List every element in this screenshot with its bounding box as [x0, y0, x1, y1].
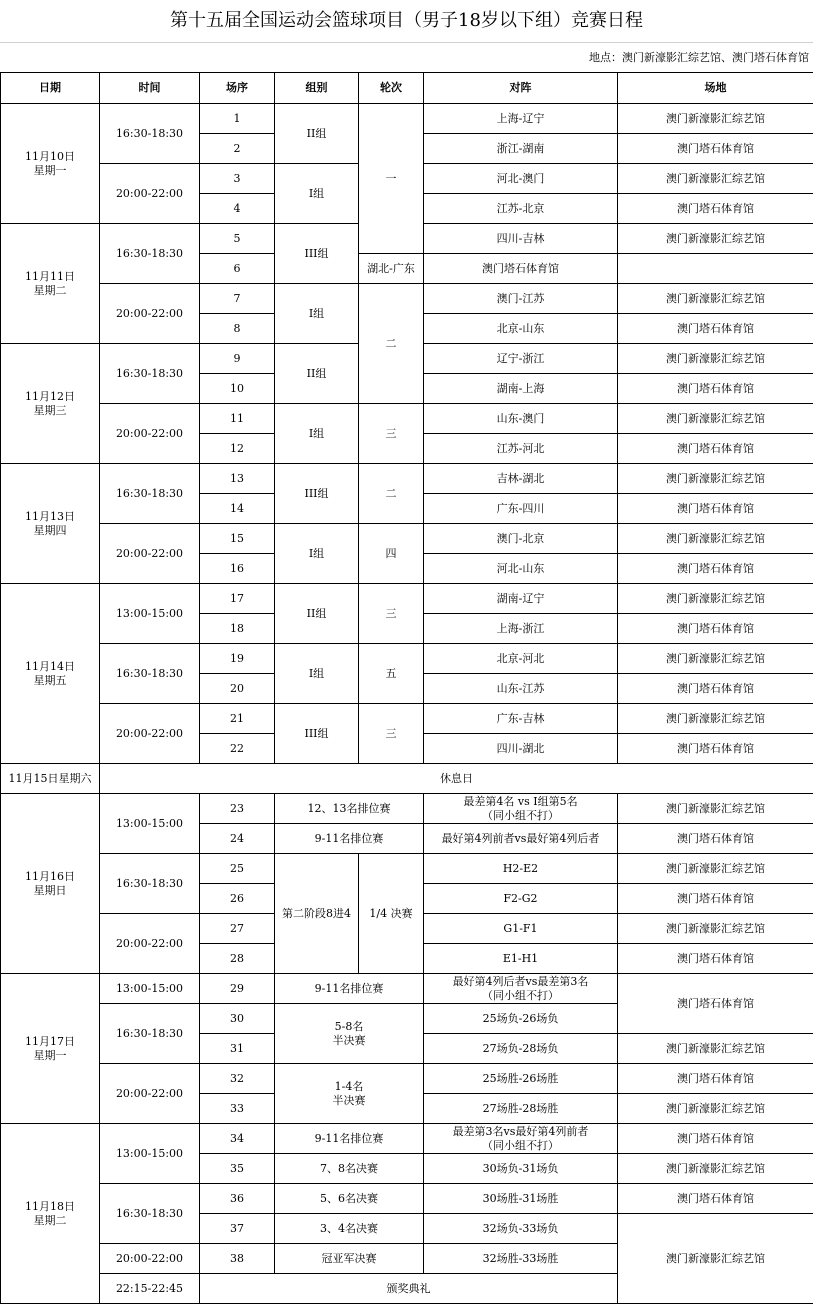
- rest-day-cell: 休息日: [100, 764, 813, 794]
- venue-cell: 澳门塔石体育馆: [618, 494, 813, 524]
- group-cell: [275, 1064, 424, 1124]
- match-line: 上海-辽宁: [496, 111, 545, 125]
- match-line: 北京-山东: [496, 321, 545, 335]
- venue-cell: 澳门新濠影汇综艺馆: [618, 164, 813, 194]
- weekday-text: 星期四: [33, 523, 67, 537]
- match-cell: [424, 314, 618, 344]
- match-line: E1-H1: [502, 951, 539, 965]
- match-cell: [424, 1214, 618, 1244]
- group-line: 1-4名: [334, 1079, 364, 1093]
- seq-cell: 21: [200, 704, 275, 734]
- match-cell: [424, 854, 618, 884]
- venue-cell: 澳门塔石体育馆: [618, 434, 813, 464]
- group-cell: I组: [275, 524, 359, 584]
- seq-cell: 7: [200, 284, 275, 314]
- match-cell: [424, 344, 618, 374]
- group-cell: [275, 1004, 424, 1064]
- seq-cell: 29: [200, 974, 275, 1004]
- group-cell: 9-11名排位赛: [275, 1124, 424, 1154]
- match-cell: [424, 704, 618, 734]
- seq-cell: 3: [200, 164, 275, 194]
- group-cell: 9-11名排位赛: [275, 974, 424, 1004]
- table-row: [1, 464, 813, 494]
- match-line: 27场负-28场负: [482, 1041, 559, 1055]
- time-cell: 16:30-18:30: [100, 1004, 200, 1064]
- match-line: 最好第4列后者vs最差第3名: [452, 974, 589, 988]
- seq-cell: 33: [200, 1094, 275, 1124]
- seq-cell: 34: [200, 1124, 275, 1154]
- table-row: [1, 1124, 813, 1154]
- match-cell: [424, 134, 618, 164]
- match-line: 河北-澳门: [496, 171, 545, 185]
- venue-cell: 澳门新濠影汇综艺馆: [618, 404, 813, 434]
- match-line: 湖南-上海: [496, 381, 545, 395]
- seq-cell: 6: [200, 254, 275, 284]
- match-cell: [424, 1004, 618, 1034]
- venue-cell: 澳门新濠影汇综艺馆: [618, 1094, 813, 1124]
- venue-cell: 澳门塔石体育馆: [618, 134, 813, 164]
- time-cell: 20:00-22:00: [100, 404, 200, 464]
- match-cell: [424, 164, 618, 194]
- venue-cell: 澳门塔石体育馆: [618, 1124, 813, 1154]
- table-row: [1, 644, 813, 674]
- match-note: （同小组不打）: [482, 1138, 559, 1152]
- round-cell: 三: [359, 704, 424, 764]
- match-note: （同小组不打）: [482, 988, 559, 1002]
- group-cell: 冠亚军决赛: [275, 1244, 424, 1274]
- group-cell: III组: [275, 224, 359, 284]
- time-cell: 20:00-22:00: [100, 164, 200, 224]
- seq-cell: 23: [200, 794, 275, 824]
- group-cell: 7、8名决赛: [275, 1154, 424, 1184]
- group-cell: I组: [275, 284, 359, 344]
- seq-cell: 2: [200, 134, 275, 164]
- table-row: [1, 704, 813, 734]
- group-cell: II组: [275, 344, 359, 404]
- match-cell: [424, 674, 618, 704]
- round-cell: 一: [359, 104, 424, 254]
- venue-cell: 澳门塔石体育馆: [618, 734, 813, 764]
- header-match: 对阵: [424, 73, 618, 104]
- seq-cell: 18: [200, 614, 275, 644]
- match-line: 澳门-江苏: [496, 291, 545, 305]
- match-line: 30场负-31场负: [482, 1161, 559, 1175]
- venue-cell: 澳门新濠影汇综艺馆: [618, 284, 813, 314]
- match-line: 30场胜-31场胜: [482, 1191, 559, 1205]
- seq-cell: 10: [200, 374, 275, 404]
- match-cell: [424, 1064, 618, 1094]
- seq-cell: 9: [200, 344, 275, 374]
- match-line: 广东-四川: [496, 501, 545, 515]
- seq-cell: 14: [200, 494, 275, 524]
- time-cell: 20:00-22:00: [100, 914, 200, 974]
- match-cell: [424, 734, 618, 764]
- match-cell: [424, 824, 618, 854]
- venue-cell: 澳门新濠影汇综艺馆: [618, 1034, 813, 1064]
- weekday-text: 星期一: [33, 163, 67, 177]
- venue-cell: 澳门塔石体育馆: [618, 1064, 813, 1094]
- seq-cell: 19: [200, 644, 275, 674]
- venue-cell: 澳门新濠影汇综艺馆: [618, 464, 813, 494]
- table-row: [1, 794, 813, 824]
- match-cell: [424, 794, 618, 824]
- table-row: [1, 1064, 813, 1094]
- group-cell: 5、6名决赛: [275, 1184, 424, 1214]
- seq-cell: 22: [200, 734, 275, 764]
- venue-cell: 澳门塔石体育馆: [618, 194, 813, 224]
- seq-cell: 30: [200, 1004, 275, 1034]
- group-cell: 3、4名决赛: [275, 1214, 424, 1244]
- header-time: 时间: [100, 73, 200, 104]
- match-cell: [424, 644, 618, 674]
- match-line: 25场负-26场负: [482, 1011, 559, 1025]
- match-cell: [424, 914, 618, 944]
- venue-cell: 澳门塔石体育馆: [618, 554, 813, 584]
- match-cell: [424, 944, 618, 974]
- round-cell: 五: [359, 644, 424, 704]
- seq-cell: 15: [200, 524, 275, 554]
- time-cell: 20:00-22:00: [100, 1244, 200, 1274]
- match-cell: [424, 464, 618, 494]
- date-cell: [1, 794, 100, 974]
- seq-cell: 37: [200, 1214, 275, 1244]
- venue-cell: 澳门新濠影汇综艺馆: [618, 1214, 813, 1304]
- match-line: 江苏-河北: [496, 441, 545, 455]
- date-text: 11月15日星期六: [8, 771, 92, 785]
- seq-cell: 38: [200, 1244, 275, 1274]
- match-cell: [424, 284, 618, 314]
- match-line: 27场胜-28场胜: [482, 1101, 559, 1115]
- venue-cell: 澳门塔石体育馆: [618, 884, 813, 914]
- schedule-table: [0, 72, 813, 1304]
- header-date: 日期: [1, 73, 100, 104]
- time-cell: 20:00-22:00: [100, 1064, 200, 1124]
- header-seq: 场序: [200, 73, 275, 104]
- match-line: 北京-河北: [496, 651, 545, 665]
- weekday-text: 星期二: [33, 1213, 67, 1227]
- match-line: F2-G2: [503, 891, 538, 905]
- venue-cell: 澳门新濠影汇综艺馆: [618, 344, 813, 374]
- venue-cell: 澳门塔石体育馆: [618, 944, 813, 974]
- date-cell: [1, 104, 100, 224]
- group-line: 半决赛: [332, 1033, 366, 1047]
- match-cell: [424, 1154, 618, 1184]
- venue-cell: 澳门塔石体育馆: [618, 824, 813, 854]
- match-cell: [424, 614, 618, 644]
- match-cell: [424, 194, 618, 224]
- match-cell: [424, 884, 618, 914]
- table-row: [1, 1184, 813, 1214]
- round-cell: 二: [359, 464, 424, 524]
- date-text: 11月17日: [25, 1034, 75, 1048]
- venue-cell: 澳门塔石体育馆: [424, 254, 618, 284]
- round-cell: 二: [359, 284, 424, 404]
- time-cell: 13:00-15:00: [100, 584, 200, 644]
- time-cell: 16:30-18:30: [100, 104, 200, 164]
- match-line: 吉林-湖北: [496, 471, 545, 485]
- venue-cell: 澳门塔石体育馆: [618, 314, 813, 344]
- time-cell: 16:30-18:30: [100, 644, 200, 704]
- time-cell: 16:30-18:30: [100, 224, 200, 284]
- match-line: 32场负-33场负: [482, 1221, 559, 1235]
- venue-cell: 澳门新濠影汇综艺馆: [618, 794, 813, 824]
- seq-cell: 36: [200, 1184, 275, 1214]
- match-line: 湖北-广东: [367, 261, 415, 275]
- group-cell: I组: [275, 164, 359, 224]
- ceremony-cell: 颁奖典礼: [200, 1274, 618, 1304]
- time-cell: 13:00-15:00: [100, 974, 200, 1004]
- match-line: 四川-湖北: [496, 741, 545, 755]
- weekday-text: 星期日: [33, 883, 67, 897]
- match-line: 山东-澳门: [496, 411, 545, 425]
- match-line: 最差第3名vs最好第4列前者: [452, 1124, 589, 1138]
- match-cell: [424, 1034, 618, 1064]
- venue-cell: 澳门新濠影汇综艺馆: [618, 224, 813, 254]
- venue-cell: 澳门塔石体育馆: [618, 374, 813, 404]
- match-cell: [424, 224, 618, 254]
- seq-cell: 27: [200, 914, 275, 944]
- date-cell: [1, 974, 100, 1124]
- header-row: [1, 73, 813, 104]
- match-line: 湖南-辽宁: [496, 591, 545, 605]
- match-line: 25场胜-26场胜: [482, 1071, 559, 1085]
- match-cell: [424, 974, 618, 1004]
- table-row: [1, 764, 813, 794]
- seq-cell: 28: [200, 944, 275, 974]
- date-text: 11月16日: [25, 869, 75, 883]
- time-cell: 22:15-22:45: [100, 1274, 200, 1304]
- match-cell: [359, 254, 424, 284]
- match-cell: [424, 494, 618, 524]
- time-cell: 13:00-15:00: [100, 794, 200, 854]
- date-cell: [1, 1124, 100, 1304]
- seq-cell: 1: [200, 104, 275, 134]
- time-cell: 16:30-18:30: [100, 1184, 200, 1244]
- weekday-text: 星期二: [33, 283, 67, 297]
- table-row: [1, 524, 813, 554]
- seq-cell: 35: [200, 1154, 275, 1184]
- match-line: 32场胜-33场胜: [482, 1251, 559, 1265]
- group-cell: III组: [275, 704, 359, 764]
- group-cell: III组: [275, 464, 359, 524]
- header-round: 轮次: [359, 73, 424, 104]
- group-cell: 第二阶段8进4: [275, 854, 359, 974]
- seq-cell: 5: [200, 224, 275, 254]
- venue-cell: 澳门新濠影汇综艺馆: [618, 524, 813, 554]
- match-line: 最好第4列前者vs最好第4列后者: [441, 831, 600, 845]
- venue-cell: 澳门新濠影汇综艺馆: [618, 104, 813, 134]
- round-cell: 四: [359, 524, 424, 584]
- date-text: 11月18日: [25, 1199, 75, 1213]
- time-cell: 20:00-22:00: [100, 284, 200, 344]
- venue-cell: 澳门新濠影汇综艺馆: [618, 854, 813, 884]
- seq-cell: 25: [200, 854, 275, 884]
- match-cell: [424, 404, 618, 434]
- match-cell: [424, 1124, 618, 1154]
- match-line: 江苏-北京: [496, 201, 545, 215]
- group-cell: 12、13名排位赛: [275, 794, 424, 824]
- venue-cell: 澳门新濠影汇综艺馆: [618, 704, 813, 734]
- weekday-text: 星期三: [33, 403, 67, 417]
- venue-cell: 澳门新濠影汇综艺馆: [618, 584, 813, 614]
- match-note: （同小组不打）: [482, 808, 559, 822]
- seq-cell: 26: [200, 884, 275, 914]
- table-row: [1, 104, 813, 134]
- group-cell: II组: [275, 584, 359, 644]
- match-cell: [424, 434, 618, 464]
- match-cell: [424, 554, 618, 584]
- venue-cell: 澳门新濠影汇综艺馆: [618, 914, 813, 944]
- weekday-text: 星期五: [33, 673, 67, 687]
- date-text: 11月14日: [25, 659, 75, 673]
- table-row: [1, 284, 813, 314]
- date-cell: [1, 584, 100, 764]
- seq-cell: 31: [200, 1034, 275, 1064]
- match-cell: [424, 1094, 618, 1124]
- table-row: [1, 584, 813, 614]
- location-note: 地点：澳门新濠影汇综艺馆、澳门塔石体育馆: [589, 51, 809, 64]
- group-cell: 9-11名排位赛: [275, 824, 424, 854]
- seq-cell: 16: [200, 554, 275, 584]
- match-line: 山东-江苏: [496, 681, 545, 695]
- table-row: [1, 854, 813, 884]
- group-cell: II组: [275, 104, 359, 164]
- date-text: 11月12日: [25, 389, 75, 403]
- date-text: 11月11日: [25, 269, 75, 283]
- match-line: 上海-浙江: [496, 621, 545, 635]
- date-cell: [1, 764, 100, 794]
- seq-cell: 8: [200, 314, 275, 344]
- match-cell: [424, 524, 618, 554]
- header-venue: 场地: [618, 73, 813, 104]
- schedule-body: [1, 104, 813, 1304]
- round-cell: 三: [359, 404, 424, 464]
- seq-cell: 32: [200, 1064, 275, 1094]
- seq-cell: 11: [200, 404, 275, 434]
- round-cell: 三: [359, 584, 424, 644]
- match-cell: [424, 104, 618, 134]
- match-cell: [424, 1184, 618, 1214]
- match-line: G1-F1: [503, 921, 538, 935]
- time-cell: 13:00-15:00: [100, 1124, 200, 1184]
- weekday-text: 星期一: [33, 1048, 67, 1062]
- match-cell: [424, 584, 618, 614]
- group-cell: I组: [275, 644, 359, 704]
- round-cell: 1/4 决赛: [359, 854, 424, 974]
- match-line: 河北-山东: [496, 561, 545, 575]
- group-line: 5-8名: [334, 1019, 364, 1033]
- header-group: 组别: [275, 73, 359, 104]
- seq-cell: 20: [200, 674, 275, 704]
- date-text: 11月13日: [25, 509, 75, 523]
- seq-cell: 24: [200, 824, 275, 854]
- seq-cell: 13: [200, 464, 275, 494]
- match-line: 辽宁-浙江: [496, 351, 545, 365]
- time-cell: 20:00-22:00: [100, 704, 200, 764]
- venue-cell: 澳门塔石体育馆: [618, 614, 813, 644]
- venue-cell: 澳门塔石体育馆: [618, 674, 813, 704]
- match-line: 广东-吉林: [496, 711, 545, 725]
- match-line: H2-E2: [502, 861, 539, 875]
- match-line: 四川-吉林: [496, 231, 545, 245]
- time-cell: 20:00-22:00: [100, 524, 200, 584]
- time-cell: 16:30-18:30: [100, 854, 200, 914]
- seq-cell: 17: [200, 584, 275, 614]
- group-line: 半决赛: [332, 1093, 366, 1107]
- date-cell: [1, 224, 100, 344]
- time-cell: 16:30-18:30: [100, 464, 200, 524]
- group-cell: I组: [275, 404, 359, 464]
- date-text: 11月10日: [25, 149, 75, 163]
- page-title: 第十五届全国运动会篮球项目（男子18岁以下组）竞赛日程: [0, 0, 813, 43]
- venue-cell: 澳门塔石体育馆: [618, 974, 813, 1034]
- date-cell: [1, 344, 100, 464]
- venue-cell: 澳门新濠影汇综艺馆: [618, 1154, 813, 1184]
- table-row: [1, 974, 813, 1004]
- match-cell: [424, 374, 618, 404]
- venue-cell: 澳门新濠影汇综艺馆: [618, 644, 813, 674]
- time-cell: 16:30-18:30: [100, 344, 200, 404]
- match-cell: [424, 1244, 618, 1274]
- match-line: 最差第4名 vs I组第5名: [463, 794, 578, 808]
- match-line: 浙江-湖南: [496, 141, 545, 155]
- match-line: 澳门-北京: [496, 531, 545, 545]
- venue-cell: 澳门塔石体育馆: [618, 1184, 813, 1214]
- seq-cell: 12: [200, 434, 275, 464]
- table-row: [1, 404, 813, 434]
- date-cell: [1, 464, 100, 584]
- seq-cell: 4: [200, 194, 275, 224]
